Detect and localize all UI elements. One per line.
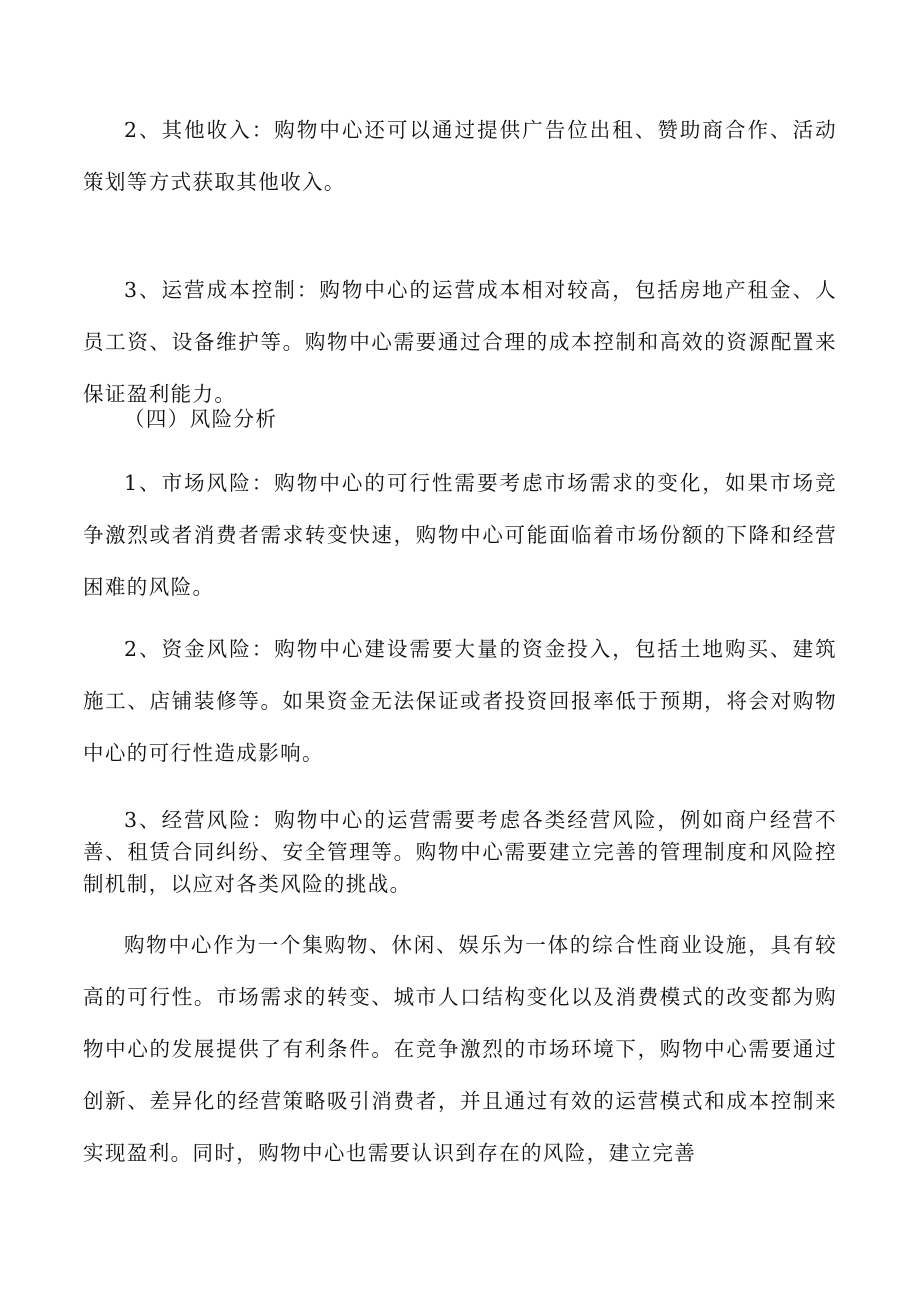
paragraph-other-income: 2、其他收入：购物中心还可以通过提供广告位出租、赞助商合作、活动策划等方式获取其他收入。	[83, 118, 837, 194]
paragraph-market-risk: 1、市场风险：购物中心的可行性需要考虑市场需求的变化，如果市场竞争激烈或者消费者需求转变快速，购物中心可能面临着市场份额的下降和经营困难的风险。	[83, 471, 837, 599]
paragraph-operating-cost-control: 3、运营成本控制：购物中心的运营成本相对较高，包括房地产租金、人员工资、设备维护等。购物中心需要通过合理的成本控制和高效的资源配置来保证盈利能力。	[83, 278, 837, 406]
section-heading-risk-analysis: （四）风险分析	[124, 407, 278, 431]
paragraph-operational-risk: 3、经营风险：购物中心的运营需要考虑各类经营风险，例如商户经营不善、租赁合同纠纷、安全管理等。购物中心需要建立完善的管理制度和风险控制机制，以应对各类风险的挑战。	[83, 808, 837, 896]
paragraph-capital-risk: 2、资金风险：购物中心建设需要大量的资金投入，包括土地购买、建筑施工、店铺装修等。如果资金无法保证或者投资回报率低于预期，将会对购物中心的可行性造成影响。	[83, 637, 837, 765]
paragraph-conclusion: 购物中心作为一个集购物、休闲、娱乐为一体的综合性商业设施，具有较高的可行性。市场需求的转变、城市人口结构变化以及消费模式的改变都为购物中心的发展提供了有利条件。在竞争激烈的市场环境下，购物中心需要通过创新、差异化的经营策略吸引消费者，并且通过有效的运营模式和成本控制来实现盈利。同时，购物中心也需要认识到存在的风险，建立完善	[83, 933, 837, 1165]
